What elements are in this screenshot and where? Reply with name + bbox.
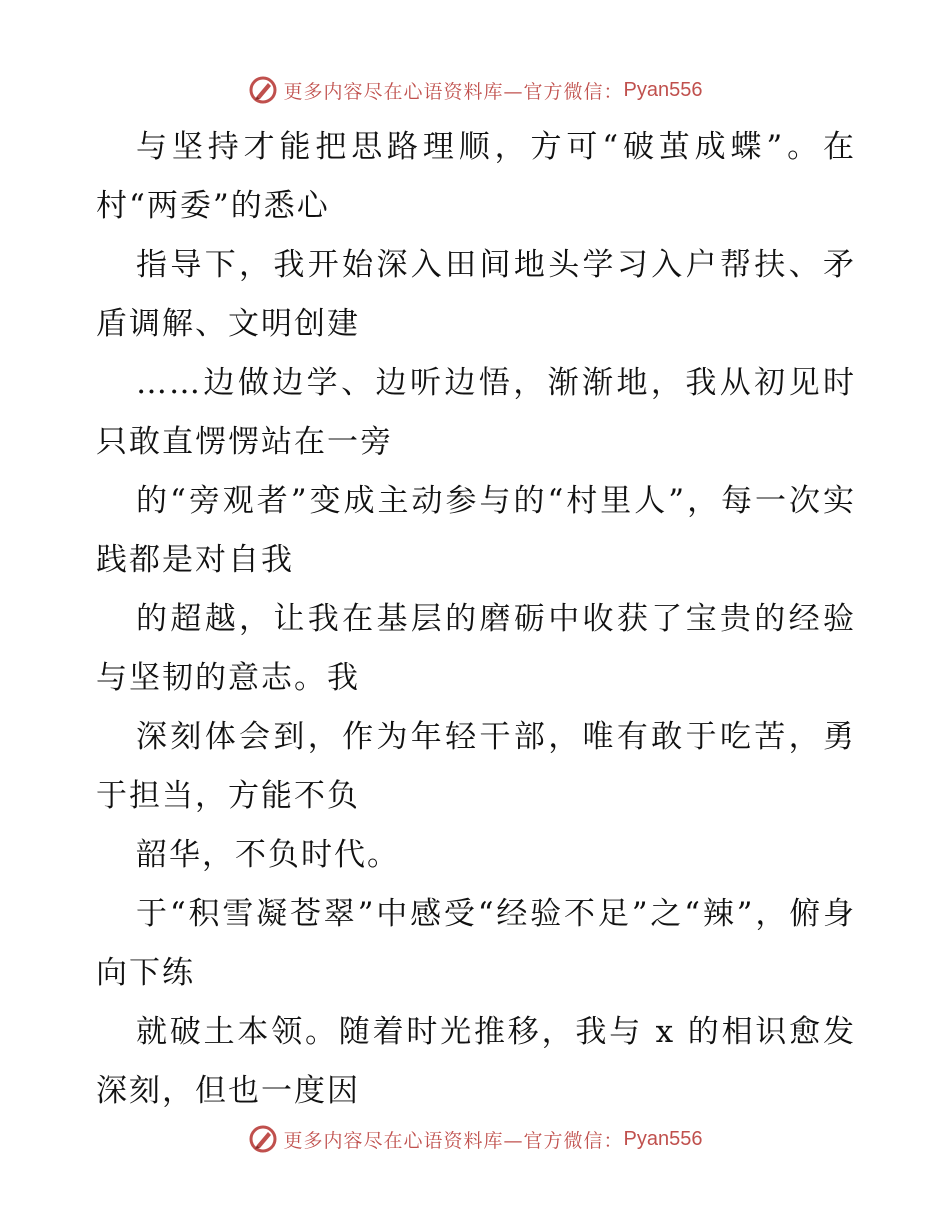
paragraph: ……边做边学、边听边悟，渐渐地，我从初见时只敢直愣愣站在一旁 bbox=[96, 365, 856, 460]
header-wechat-id: Pyan556 bbox=[623, 78, 703, 101]
footer-banner bbox=[0, 1119, 950, 1159]
paragraph: 与坚持才能把思路理顺，方可“破茧成蝶”。在村“两委”的悉心 bbox=[96, 129, 856, 224]
footer-wechat-id: Pyan556 bbox=[623, 1127, 703, 1150]
paragraph: 深刻体会到，作为年轻干部，唯有敢于吃苦，勇于担当，方能不负 bbox=[96, 719, 856, 814]
paragraph: 指导下，我开始深入田间地头学习入户帮扶、矛盾调解、文明创建 bbox=[96, 247, 856, 342]
paragraph: 于“积雪凝苍翠”中感受“经验不足”之“辣”，俯身向下练 bbox=[96, 896, 856, 991]
paragraph: 就破土本领。随着时光推移，我与 x 的相识愈发深刻，但也一度因 bbox=[96, 1014, 856, 1109]
header-banner bbox=[0, 70, 950, 110]
paragraph: 的超越，让我在基层的磨砺中收获了宝贵的经验与坚韧的意志。我 bbox=[96, 601, 856, 696]
paragraph: 的“旁观者”变成主动参与的“村里人”，每一次实践都是对自我 bbox=[96, 483, 856, 578]
pen-nib-circle-icon bbox=[248, 75, 278, 105]
pen-nib-circle-icon bbox=[248, 1124, 278, 1154]
paragraph: 韶华，不负时代。 bbox=[136, 837, 400, 873]
header-banner-text: 更多内容尽在心语资料库—官方微信： bbox=[283, 80, 624, 103]
document-body bbox=[96, 118, 856, 1121]
footer-banner-text: 更多内容尽在心语资料库—官方微信： bbox=[283, 1129, 624, 1152]
